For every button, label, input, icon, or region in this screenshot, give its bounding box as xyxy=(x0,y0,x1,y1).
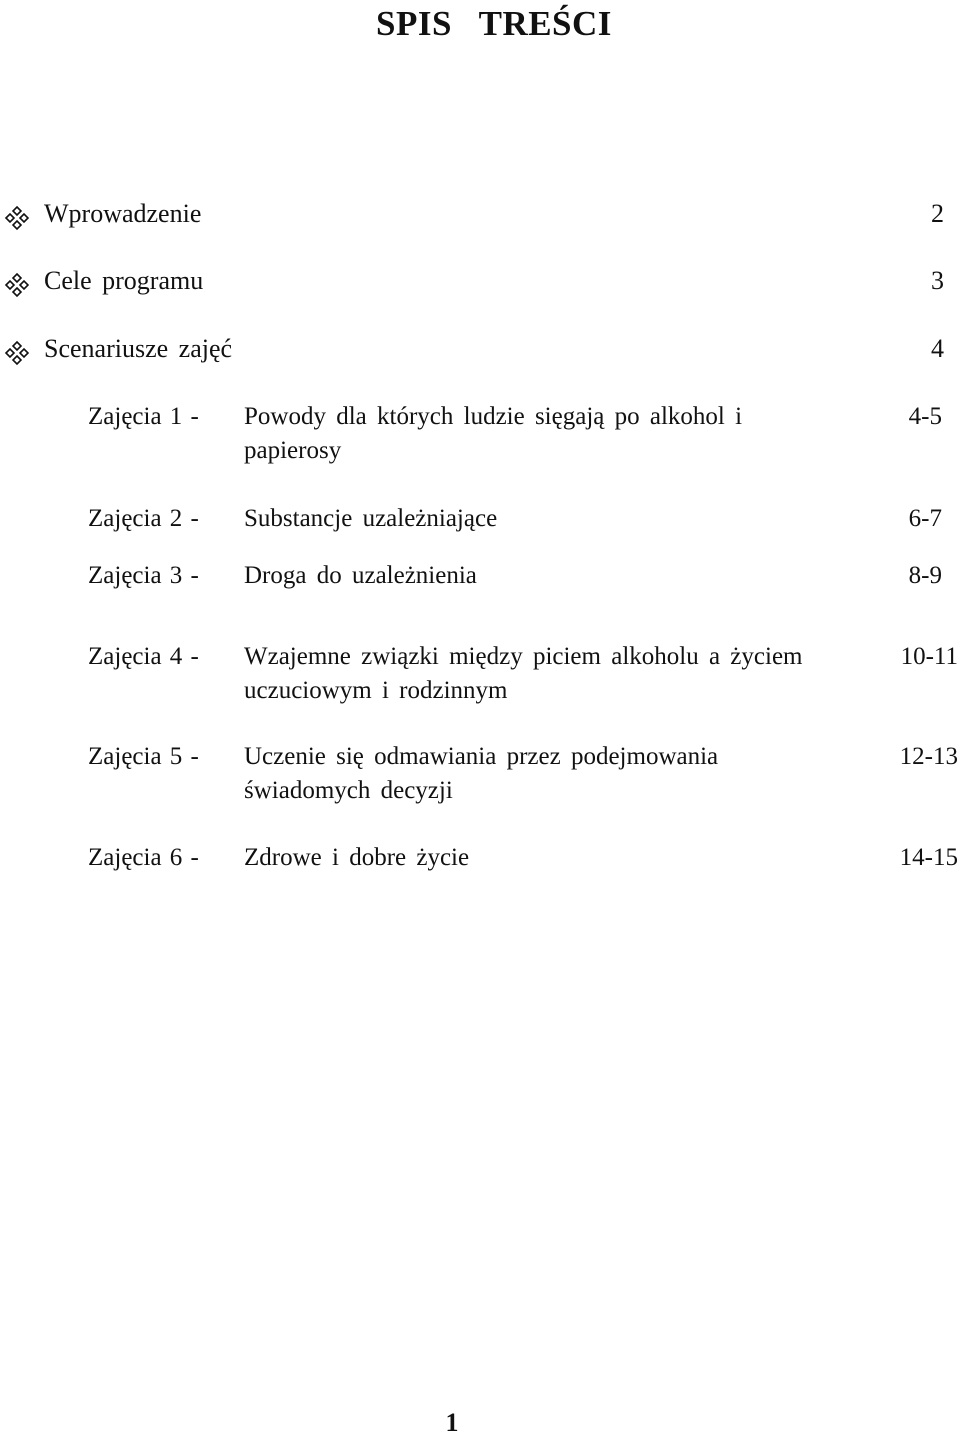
toc-entry-label: Wprowadzenie xyxy=(44,199,202,228)
toc-entry-program-goals[interactable] xyxy=(0,266,944,302)
lesson-pages: 10-11 xyxy=(900,643,958,670)
toc-entry-label: Scenariusze zajęć xyxy=(44,334,233,363)
lesson-prefix: Zajęcia 4 - xyxy=(88,643,199,670)
lesson-title: Uczenie się odmawiania przez podejmowania świadomych decyzji xyxy=(244,743,719,804)
lesson-title: Powody dla których ludzie sięgają po alkohol i papierosy xyxy=(244,403,743,464)
lesson-prefix: Zajęcia 3 - xyxy=(88,562,199,589)
lesson-title: Zdrowe i dobre życie xyxy=(244,844,470,871)
lesson-title: Droga do uzależnienia xyxy=(244,562,477,589)
toc-lesson-4[interactable] xyxy=(88,640,958,710)
lesson-title: Substancje uzależniające xyxy=(244,505,498,532)
toc-entry-introduction[interactable] xyxy=(0,199,944,235)
lesson-pages: 12-13 xyxy=(899,743,958,770)
lesson-prefix: Zajęcia 2 - xyxy=(88,505,199,532)
lesson-pages: 4-5 xyxy=(908,403,942,430)
four-diamond-bullet-icon xyxy=(4,340,30,366)
toc-entry-page: 4 xyxy=(931,334,944,363)
toc-entry-page: 3 xyxy=(931,266,944,295)
four-diamond-bullet-icon xyxy=(4,272,30,298)
toc-lesson-2[interactable] xyxy=(88,502,958,538)
toc-entry-page: 2 xyxy=(931,199,944,228)
toc-entry-label: Cele programu xyxy=(44,266,204,295)
toc-lesson-3[interactable] xyxy=(88,559,958,595)
lesson-pages: 14-15 xyxy=(899,844,958,871)
lesson-prefix: Zajęcia 5 - xyxy=(88,743,199,770)
four-diamond-bullet-icon xyxy=(4,205,30,231)
toc-lesson-1[interactable] xyxy=(88,400,958,470)
page-title: SPIS TREŚCI xyxy=(376,4,612,43)
lesson-pages: 8-9 xyxy=(908,562,942,589)
lesson-prefix: Zajęcia 6 - xyxy=(88,844,199,871)
toc-lesson-5[interactable] xyxy=(88,740,958,810)
lesson-title: Wzajemne związki między piciem alkoholu a życiem uczuciowym i rodzinnym xyxy=(244,643,803,704)
lesson-prefix: Zajęcia 1 - xyxy=(88,403,199,430)
page-number: 1 xyxy=(445,1408,459,1437)
lesson-pages: 6-7 xyxy=(908,505,942,532)
toc-lesson-6[interactable] xyxy=(88,841,958,877)
toc-entry-lesson-scenarios[interactable] xyxy=(0,334,944,370)
